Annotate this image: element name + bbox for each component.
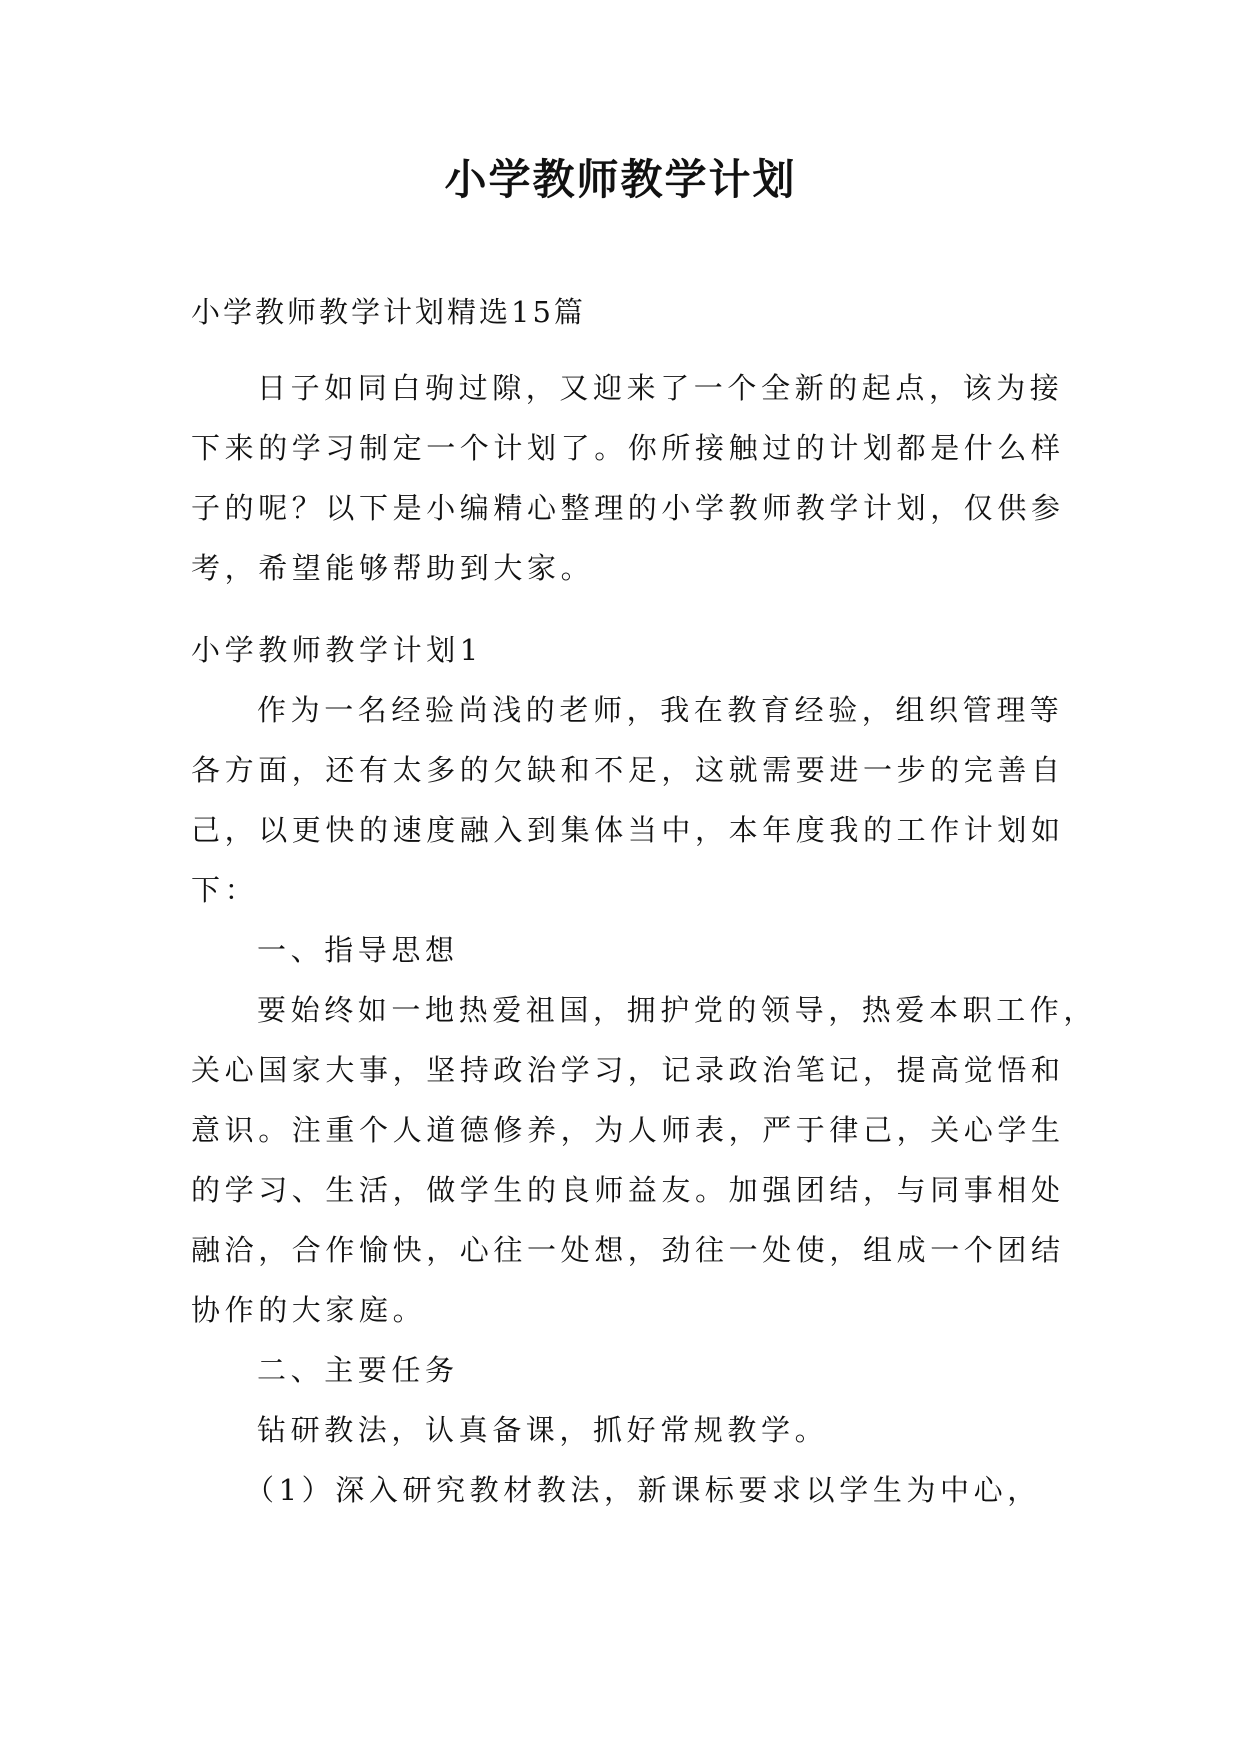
part-line: 协作的大家庭。 (191, 1293, 427, 1327)
intro-line: 下来的学习制定一个计划了。你所接触过的计划都是什么样 (191, 431, 1065, 465)
section-line: 各方面，还有太多的欠缺和不足，这就需要进一步的完善自 (191, 753, 1065, 787)
intro-line: 日子如同白驹过隙，又迎来了一个全新的起点，该为接 (257, 371, 1064, 405)
part-line: 的学习、生活，做学生的良师益友。加强团结，与同事相处 (191, 1173, 1065, 1207)
part-line: 意识。注重个人道德修养，为人师表，严于律己，关心学生 (191, 1113, 1065, 1147)
list-item: （1）深入研究教材教法，新课标要求以学生为中心， (245, 1473, 1041, 1507)
document-title: 小学教师教学计划 (444, 155, 797, 204)
part-line: 融洽，合作愉快，心往一处想，劲往一处使，组成一个团结 (191, 1233, 1065, 1267)
intro-line: 考，希望能够帮助到大家。 (191, 551, 595, 585)
section-heading: 小学教师教学计划1 (191, 633, 483, 667)
part-line: 关心国家大事，坚持政治学习，记录政治笔记，提高觉悟和 (191, 1053, 1065, 1087)
part-heading-guiding-ideology: 一、指导思想 (257, 933, 459, 967)
section-line: 下： (191, 873, 259, 907)
section-line: 作为一名经验尚浅的老师，我在教育经验，组织管理等 (257, 693, 1064, 727)
part-line: 要始终如一地热爱祖国，拥护党的领导，热爱本职工作， (257, 993, 1098, 1027)
section-line: 己，以更快的速度融入到集体当中，本年度我的工作计划如 (191, 813, 1065, 847)
intro-paragraph (191, 358, 1065, 598)
document-subtitle: 小学教师教学计划精选15篇 (191, 295, 586, 329)
section-1 (191, 620, 1098, 1520)
intro-line: 子的呢？以下是小编精心整理的小学教师教学计划，仅供参 (191, 491, 1065, 525)
part-heading-main-tasks: 二、主要任务 (257, 1353, 459, 1387)
part-line: 钻研教法，认真备课，抓好常规教学。 (257, 1413, 829, 1447)
